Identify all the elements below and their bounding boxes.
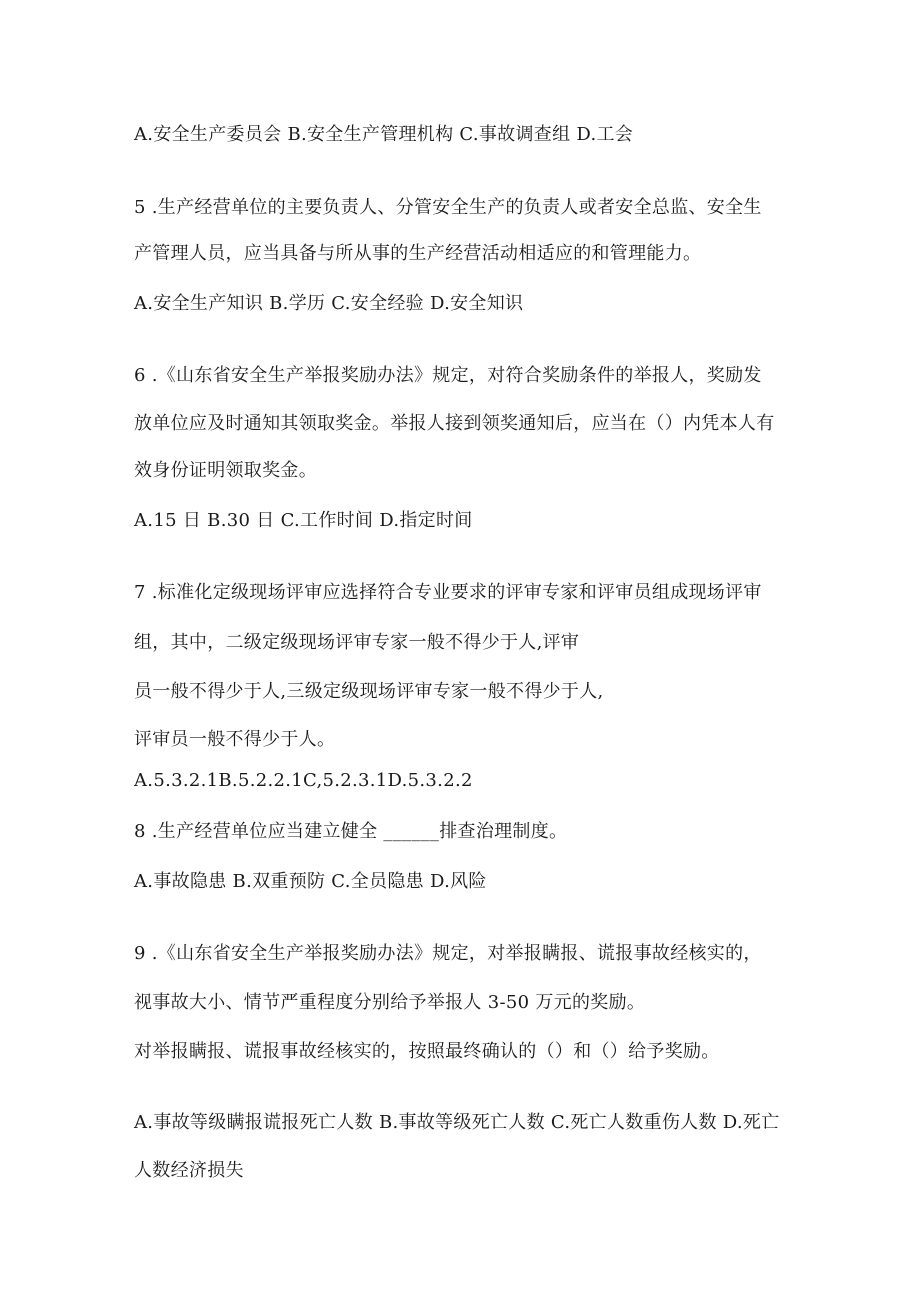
q8-options: A.事故隐患 B.双重预防 C.全员隐患 D.风险: [134, 871, 487, 892]
q4-options: A.安全生产委员会 B.安全生产管理机构 C.事故调查组 D.工会: [134, 124, 634, 145]
q7-stem-line-1: 7 .标准化定级现场评审应选择符合专业要求的评审专家和评审员组成现场评审: [134, 582, 762, 603]
q7-stem-line-2: 组，其中，二级定级现场评审专家一般不得少于人,评审: [134, 632, 580, 653]
q6-stem-line-1: 6 .《山东省安全生产举报奖励办法》规定，对符合奖励条件的举报人，奖励发: [134, 365, 762, 386]
q5-stem-line-1: 5 .生产经营单位的主要负责人、分管安全生产的负责人或者安全总监、安全生: [134, 197, 762, 218]
q5-options: A.安全生产知识 B.学历 C.安全经验 D.安全知识: [134, 293, 524, 314]
q9-options-line-1: A.事故等级瞒报谎报死亡人数 B.事故等级死亡人数 C.死亡人数重伤人数 D.死亡: [134, 1112, 780, 1133]
q5-stem-line-2: 产管理人员，应当具备与所从事的生产经营活动相适应的和管理能力。: [134, 243, 702, 264]
q9-options-line-2: 人数经济损失: [134, 1160, 244, 1181]
q8-stem: 8 .生产经营单位应当建立健全 ______排查治理制度。: [134, 821, 568, 842]
q9-stem-line-1: 9 .《山东省安全生产举报奖励办法》规定，对举报瞒报、谎报事故经核实的，: [134, 943, 762, 964]
q9-stem-line-2: 视事故大小、情节严重程度分别给予举报人 3-50 万元的奖励。: [134, 992, 646, 1013]
q7-stem-line-4: 评审员一般不得少于人。: [134, 729, 336, 750]
q7-stem-line-3: 员一般不得少于人,三级定级现场评审专家一般不得少于人,: [134, 681, 604, 702]
q9-stem-line-3: 对举报瞒报、谎报事故经核实的，按照最终确认的（）和（）给予奖励。: [134, 1041, 720, 1062]
q6-stem-line-3: 效身份证明领取奖金。: [134, 460, 317, 481]
q6-stem-line-2: 放单位应及时通知其领取奖金。举报人接到领奖通知后，应当在（）内凭本人有: [134, 413, 775, 434]
q6-options: A.15 日 B.30 日 C.工作时间 D.指定时间: [134, 510, 473, 531]
q7-options: A.5.3.2.1B.5.2.2.1C,5.2.3.1D.5.3.2.2: [134, 770, 473, 791]
